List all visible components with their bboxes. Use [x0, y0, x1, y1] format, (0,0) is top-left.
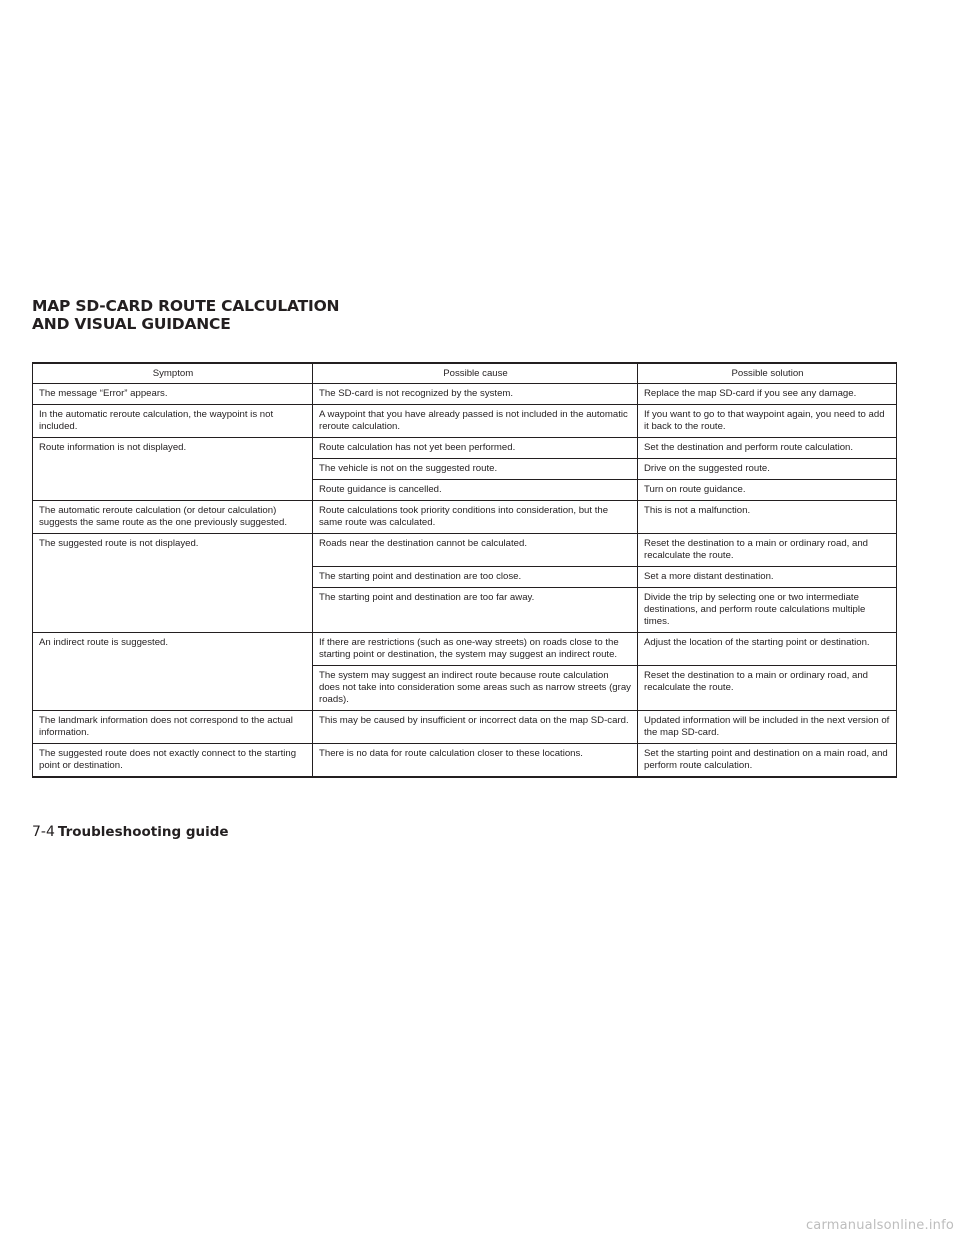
- cause-cell: This may be caused by insufficient or incorrect data on the map SD-card.: [313, 711, 638, 744]
- solution-cell: Divide the trip by selecting one or two intermediate destinations, and perform route calculations multiple times.: [638, 588, 897, 633]
- header-possible-cause: Possible cause: [313, 363, 638, 384]
- solution-cell: Updated information will be included in the next version of the map SD-card.: [638, 711, 897, 744]
- page-footer: [32, 824, 229, 844]
- table-header-row: [33, 363, 897, 384]
- solution-cell: If you want to go to that waypoint again, you need to add it back to the route.: [638, 405, 897, 438]
- cause-cell: The system may suggest an indirect route because route calculation does not take into consideration some areas such as narrow streets (gray roads).: [313, 666, 638, 711]
- solution-cell: Reset the destination to a main or ordinary road, and recalculate the route.: [638, 666, 897, 711]
- solution-cell: Set the destination and perform route calculation.: [638, 438, 897, 459]
- solution-cell: Set the starting point and destination on a main road, and perform route calculation.: [638, 744, 897, 778]
- table-row: [33, 438, 897, 459]
- section-title: [32, 297, 339, 333]
- watermark: carmanualsonline.info: [805, 1218, 954, 1233]
- symptom-cell: The suggested route does not exactly connect to the starting point or destination.: [33, 744, 313, 778]
- cause-cell: The SD-card is not recognized by the system.: [313, 384, 638, 405]
- table-row: [33, 501, 897, 534]
- symptom-cell: The landmark information does not correspond to the actual information.: [33, 711, 313, 744]
- cause-cell: If there are restrictions (such as one-way streets) on roads close to the starting point or destination, the system may suggest an indirect route.: [313, 633, 638, 666]
- cause-cell: There is no data for route calculation closer to these locations.: [313, 744, 638, 778]
- section-title-line-1: MAP SD-CARD ROUTE CALCULATION: [32, 297, 340, 315]
- solution-cell: Drive on the suggested route.: [638, 459, 897, 480]
- symptom-cell: The message “Error” appears.: [33, 384, 313, 405]
- table-row: [33, 384, 897, 405]
- header-possible-solution: Possible solution: [638, 363, 897, 384]
- symptom-cell: The suggested route is not displayed.: [33, 534, 313, 633]
- cause-cell: Roads near the destination cannot be calculated.: [313, 534, 638, 567]
- table-row: [33, 405, 897, 438]
- solution-cell: Set a more distant destination.: [638, 567, 897, 588]
- table-row: [33, 711, 897, 744]
- symptom-cell: In the automatic reroute calculation, the waypoint is not included.: [33, 405, 313, 438]
- cause-cell: The starting point and destination are too close.: [313, 567, 638, 588]
- section-title-line-2: AND VISUAL GUIDANCE: [32, 315, 231, 333]
- symptom-cell: Route information is not displayed.: [33, 438, 313, 501]
- table-row: [33, 744, 897, 778]
- page-number: 7-4: [32, 824, 55, 840]
- symptom-cell: An indirect route is suggested.: [33, 633, 313, 711]
- cause-cell: Route calculations took priority conditions into consideration, but the same route was calculated.: [313, 501, 638, 534]
- solution-cell: Reset the destination to a main or ordinary road, and recalculate the route.: [638, 534, 897, 567]
- solution-cell: Turn on route guidance.: [638, 480, 897, 501]
- cause-cell: Route guidance is cancelled.: [313, 480, 638, 501]
- solution-cell: Replace the map SD-card if you see any damage.: [638, 384, 897, 405]
- footer-section-name: Troubleshooting guide: [57, 824, 229, 840]
- table-row: [33, 633, 897, 666]
- header-symptom: Symptom: [33, 363, 313, 384]
- troubleshooting-table: [32, 362, 897, 778]
- cause-cell: Route calculation has not yet been performed.: [313, 438, 638, 459]
- cause-cell: The vehicle is not on the suggested route.: [313, 459, 638, 480]
- table-row: [33, 534, 897, 567]
- symptom-cell: The automatic reroute calculation (or detour calculation) suggests the same route as the one previously suggested.: [33, 501, 313, 534]
- solution-cell: Adjust the location of the starting point or destination.: [638, 633, 897, 666]
- cause-cell: A waypoint that you have already passed is not included in the automatic reroute calculation.: [313, 405, 638, 438]
- solution-cell: This is not a malfunction.: [638, 501, 897, 534]
- cause-cell: The starting point and destination are too far away.: [313, 588, 638, 633]
